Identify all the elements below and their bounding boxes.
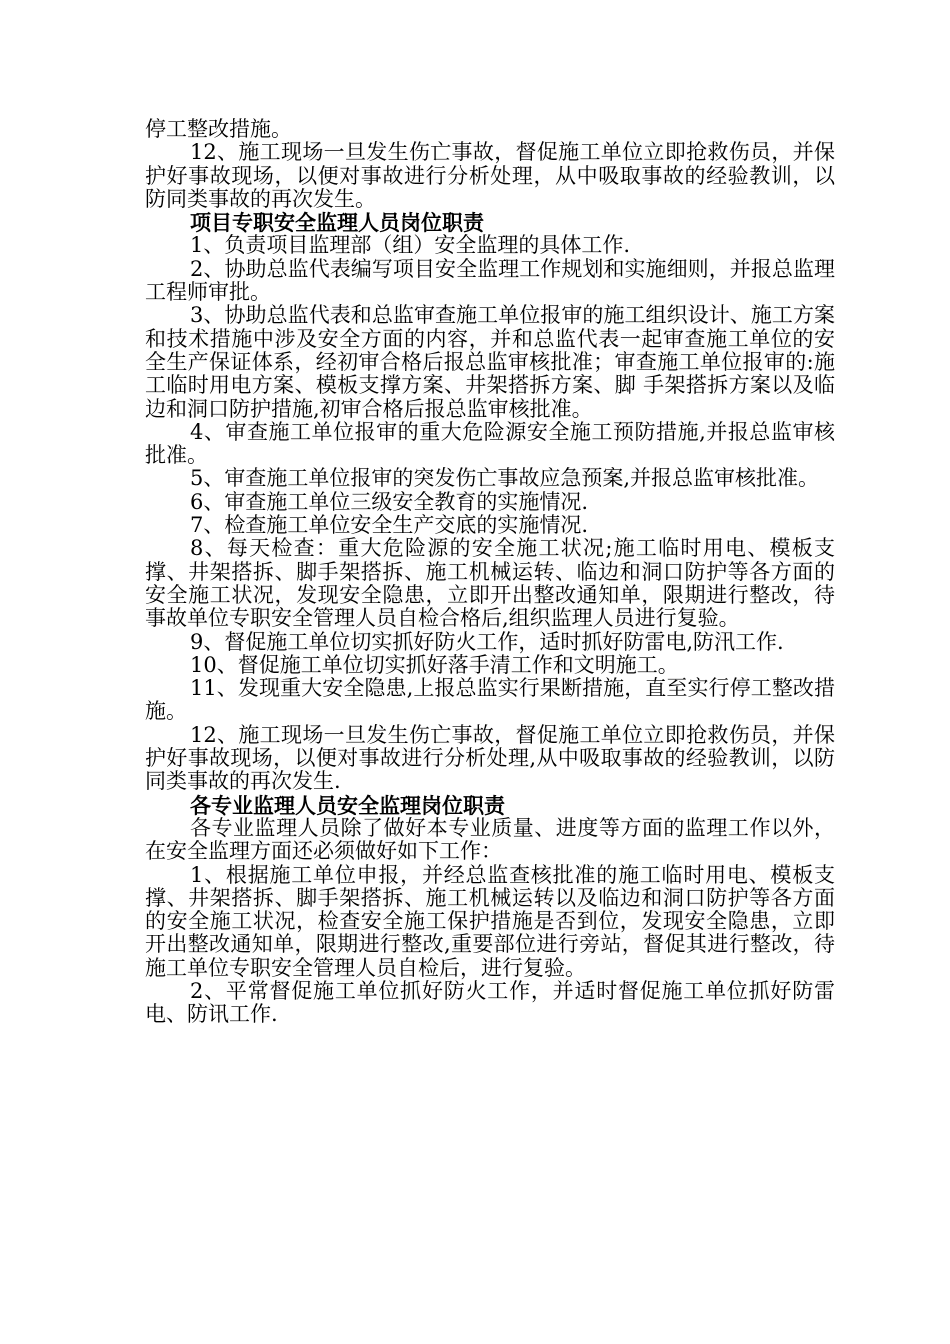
document-page [145,118,835,1027]
section-heading: 项目专职安全监理人员岗位职责 [190,210,484,236]
paragraph: 12、施工现场一旦发生伤亡事故，督促施工单位立即抢救伤员，并保护好事故现场，以便对事故进行分析处理，从中吸取事故的经验教训，以防同类事故的再次发生。 [145,140,835,211]
paragraph: 11、发现重大安全隐患,上报总监实行果断措施，直至实行停工整改措施。 [145,676,835,724]
paragraph: 4、审查施工单位报审的重大危险源安全施工预防措施,并报总监审核批准。 [145,419,835,468]
paragraph: 3、协助总监代表和总监审查施工单位报审的施工组织设计、施工方案和技术措施中涉及安全方面的内容，并和总监代表一起审查施工单位的安全生产保证体系，经初审合格后报总监审核批准；审查施工单位报审的:施工临时用电方案、模板支撑方案、井架搭拆方案、脚 手架搭拆方案以及临边和洞口防护措施,初审合格后报总监审核批准。 [145,303,835,421]
paragraph: 1、根据施工单位申报，并经总监查核批准的施工临时用电、模板支撑、井架搭拆、脚手架搭拆、施工机械运转以及临边和洞口防护等各方面的安全施工状况，检查安全施工保护措施是否到位，发现安全隐患，立即开出整改通知单，限期进行整改,重要部位进行旁站，督促其进行整改，待施工单位专职安全管理人员自检后，进行复验。 [145,862,835,980]
paragraph: 7、检查施工单位安全生产交底的实施情况. [190,513,589,538]
paragraph: 6、审查施工单位三级安全教育的实施情况. [190,489,589,514]
paragraph: 各专业监理人员除了做好本专业质量、进度等方面的监理工作以外，在安全监理方面还必须做好如下工作： [145,815,835,864]
paragraph: 8、每天检查：重大危险源的安全施工状况;施工临时用电、模板支撑、井架搭拆、脚手架搭拆、施工机械运转、临边和洞口防护等各方面的安全施工状况，发现安全隐患，立即开出整改通知单，限期进行整改，待事故单位专职安全管理人员自检合格后,组织监理人员进行复验。 [145,536,835,631]
paragraph: 5、审查施工单位报审的突发伤亡事故应急预案,并报总监审核批准。 [190,466,820,491]
paragraph: 1、负责项目监理部（组）安全监理的具体工作. [190,233,631,258]
paragraph: 12、施工现场一旦发生伤亡事故，督促施工单位立即抢救伤员，并保护好事故现场，以便对事故进行分析处理,从中吸取事故的经验教训，以防同类事故的再次发生. [145,722,835,794]
paragraph: 10、督促施工单位切实抓好落手清工作和文明施工。 [190,652,679,677]
paragraph: 停工整改措施。 [145,117,292,141]
paragraph: 2、平常督促施工单位抓好防火工作，并适时督促施工单位抓好防雷电、防讯工作. [145,978,835,1027]
section-heading: 各专业监理人员安全监理岗位职责 [190,792,505,818]
paragraph: 9、督促施工单位切实抓好防火工作，适时抓好防雷电,防汛工作. [190,629,784,654]
paragraph: 2、协助总监代表编写项目安全监理工作规划和实施细则，并报总监理工程师审批。 [145,256,835,305]
